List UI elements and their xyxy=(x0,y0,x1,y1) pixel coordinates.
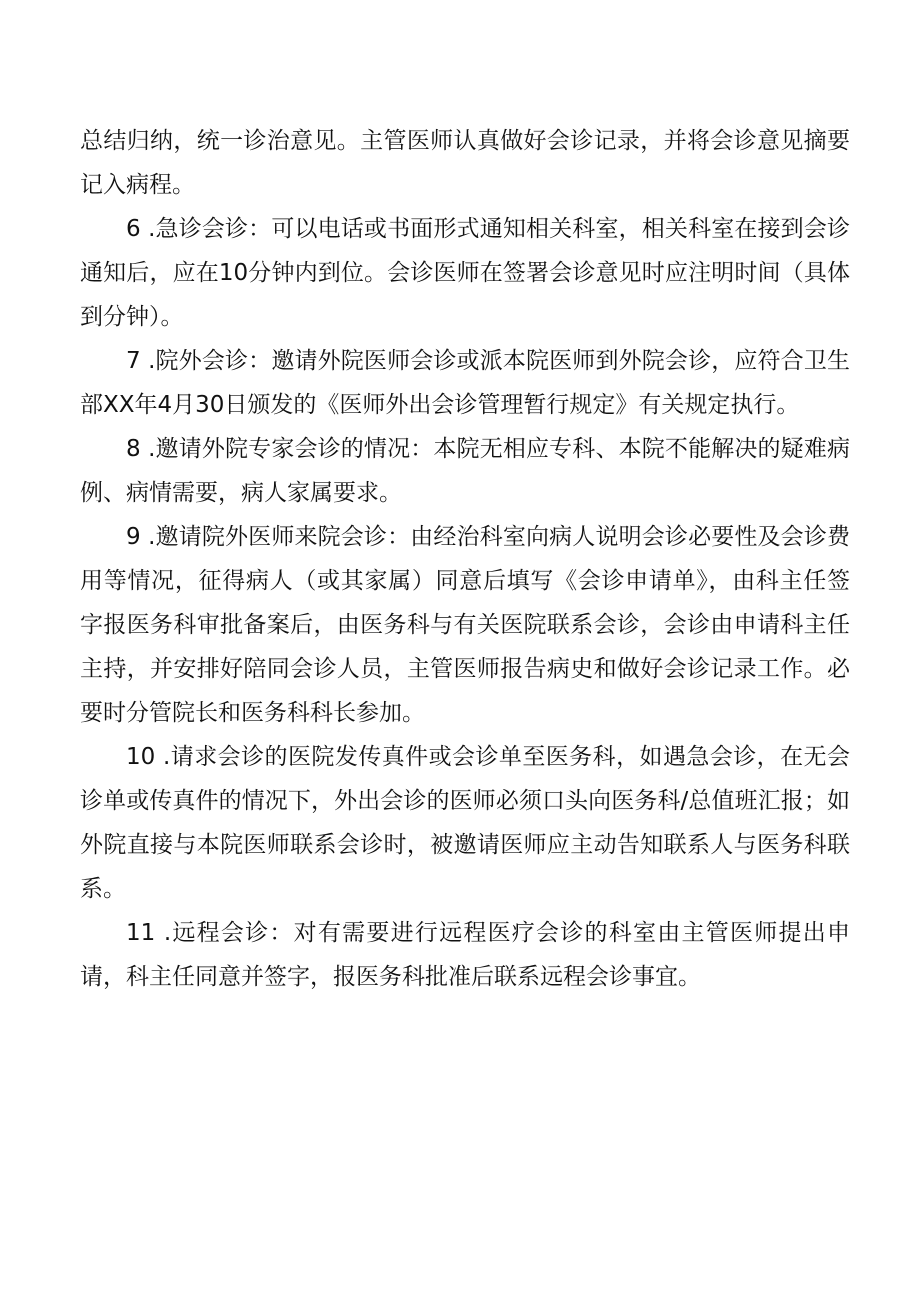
document-body xyxy=(80,119,850,999)
paragraph-item-7: 7 .院外会诊：邀请外院医师会诊或派本院医师到外院会诊，应符合卫生部XX年4月30日颁发的《医师外出会诊管理暂行规定》有关规定执行。 xyxy=(80,348,850,418)
paragraph-item-8: 8 .邀请外院专家会诊的情况：本院无相应专科、本院不能解决的疑难病例、病情需要，病人家属要求。 xyxy=(80,436,850,506)
paragraph-item-10: 10 .请求会诊的医院发传真件或会诊单至医务科，如遇急会诊，在无会诊单或传真件的情况下，外出会诊的医师必须口头向医务科/总值班汇报；如外院直接与本院医师联系会诊时，被邀请医师应主动告知联系人与医务科联系。 xyxy=(80,744,850,902)
paragraph-continuation: 总结归纳，统一诊治意见。主管医师认真做好会诊记录，并将会诊意见摘要记入病程。 xyxy=(80,128,850,198)
paragraph-item-11: 11 .远程会诊：对有需要进行远程医疗会诊的科室由主管医师提出申请，科主任同意并签字，报医务科批准后联系远程会诊事宜。 xyxy=(80,920,850,990)
paragraph-item-9: 9 .邀请院外医师来院会诊：由经治科室向病人说明会诊必要性及会诊费用等情况，征得病人（或其家属）同意后填写《会诊申请单》，由科主任签字报医务科审批备案后，由医务科与有关医院联系会诊，会诊由申请科主任主持，并安排好陪同会诊人员，主管医师报告病史和做好会诊记录工作。必要时分管院长和医务科科长参加。 xyxy=(80,524,850,726)
paragraph-item-6: 6 .急诊会诊：可以电话或书面形式通知相关科室，相关科室在接到会诊通知后，应在10分钟内到位。会诊医师在签署会诊意见时应注明时间（具体到分钟）。 xyxy=(80,216,850,330)
